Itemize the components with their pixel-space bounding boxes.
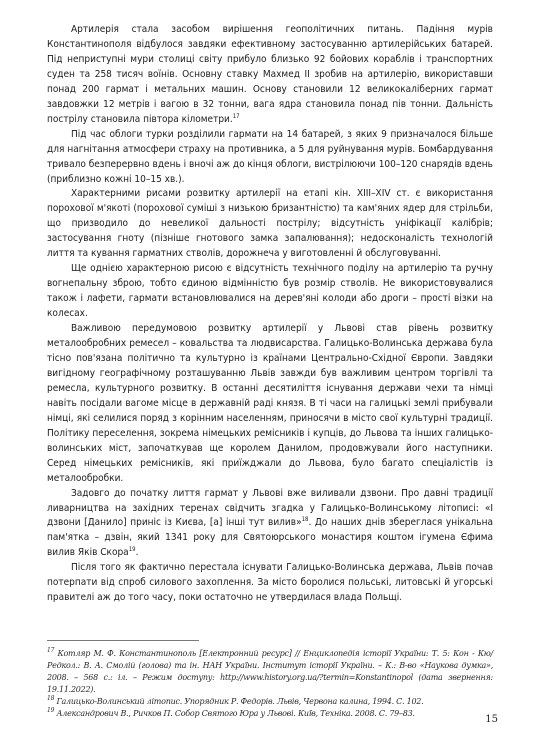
- paragraph: Ще однією характерною рисою є відсутність технічного поділу на артилерію та ручну вогнепальну зброю, тобто єдиною відмінністю був розмір стволів. Не використовувалися також і лафети, гармати встановлювалися на дерев'яні колоди або дроги – прості візки на колесах.: [47, 263, 493, 320]
- paragraph: Характерними рисами розвитку артилерії на етапі кін. XIII–XIV ст. є використання порохової м'якоті (порохової суміші з низькою бризантністю) та кам'яних ядер для стрільби, що призводило до невеликої дальності пострілу; відсутність уніфікації калібрів; застосування гноту (пізніше гнотового замка запалювання); недосконалість технологій лиття та кування гарматних стволів, дорожнеча у виготовленні й обслуговуванні.: [47, 188, 493, 260]
- paragraph: Артилерія стала засобом вирішення геополітичних питань. Падіння мурів Константинополя відбулося завдяки ефективному застосуванню артилерійських батарей. Під неприступні мури столиці світу прибуло близько 92 бойових кораблів і транспортних суден та 258 тисяч воїнів. Основну ставку Махмед ІІ зробив на артилерію, використавши понад 200 гармат і метальних машин. Основу становили 12 великокаліберних гармат завдовжки 12 метрів і вагою в 32 тонни, вага ядра становила понад пів тонни. Дальність пострілу становила півтора кілометри.$^{17}$: [47, 24, 493, 125]
- footnotes: [47, 648, 493, 720]
- page-number: 15: [485, 714, 498, 725]
- footnote: $^{19}$ Александрович В., Ричков П. Собор Святого Юра у Львові. Київ, Техніка. 2008. С. 79–83.: [47, 707, 415, 718]
- paragraph: Під час облоги турки розділили гармати на 14 батарей, з яких 9 призначалося більше для нагнітання атмосфери страху на противника, а 5 для руйнування мурів. Бомбардування тривало безперервно вдень і вночі аж до кінця облоги, вистрілюючи 100–120 снарядів вдень (приблизно кожні 10–15 хв.).: [47, 128, 493, 185]
- paragraph: Задовго до початку лиття гармат у Львові вже виливали дзвони. Про давні традиції ливарництва на західних теренах свідчить згадка у Галицько-Волинському літописі: «І дзвони [Данило] приніс із Києва, [а] інші тут вилив»$^{18}$. До наших днів збереглася унікальна пам'ятка – дзвін, який 1341 року для Святоюрського монастиря коштом ігумена Єфима вилив Яків Скора$^{19}$.: [47, 487, 494, 559]
- paragraph: Важливою передумовою розвитку артилерії у Львові став рівень розвитку металообробних ремесел – ковальства та людвисарства. Галицько-Волинська держава була тісно пов'язана політично та культурно із країнами Центрально-Східної Європи. Завдяки вигідному географічному розташуванню Львів завжди був важливим центром торгівлі та ремесла, культурного розвитку. В останні десятиліття існування держави чехи та німці навіть посідали вагоме місце в державній раді князя. В ті часи на галицькі землі прибували німці, які селилися поряд з корінним населенням, приносячи в місто свої культурні традиції. Політику переселення, зокрема німецьких ремісників і купців, до Львова та інших галицько-волинських міст, започаткував ще королем Данилом, продовжували його наступники. Серед німецьких ремісників, які приїжджали до Львова, було багато спеціалістів із металообробки.: [47, 323, 493, 484]
- footnote: $^{18}$ Галицько-Волинський літопис. Упорядник Р. Федорів. Львів, Червона калина, 1994. С. 102.: [47, 695, 424, 706]
- footnote: $^{17}$ Котляр М. Ф. Константинополь [Електронний ресурс] // Енциклопедія історії України: Т. 5: Кон - Кю/ Редкол.: В. А. Смолій (голова) та ін. НАН України. Інститут історії України. – К.: В-во «Наукова думка», 2008. – 568 с.: іл. – Режим доступу: http://www.history.org.ua/?termin=Konstantinopol (дата звернення: 19.11.2022).: [47, 647, 494, 694]
- footnote-ref[interactable]: 18: [301, 516, 309, 524]
- footnote-separator: [47, 640, 199, 641]
- paragraph: Після того як фактично перестала існувати Галицько-Волинська держава, Львів почав потерпати від спроб силового захоплення. За місто боролися польські, литовські й угорські правителі аж до того часу, поки остаточно не утвердилася влада Польщі.: [47, 562, 493, 604]
- footnote-ref[interactable]: 17: [232, 112, 240, 120]
- main-text: [47, 23, 493, 606]
- footnote-ref[interactable]: 19: [128, 546, 136, 554]
